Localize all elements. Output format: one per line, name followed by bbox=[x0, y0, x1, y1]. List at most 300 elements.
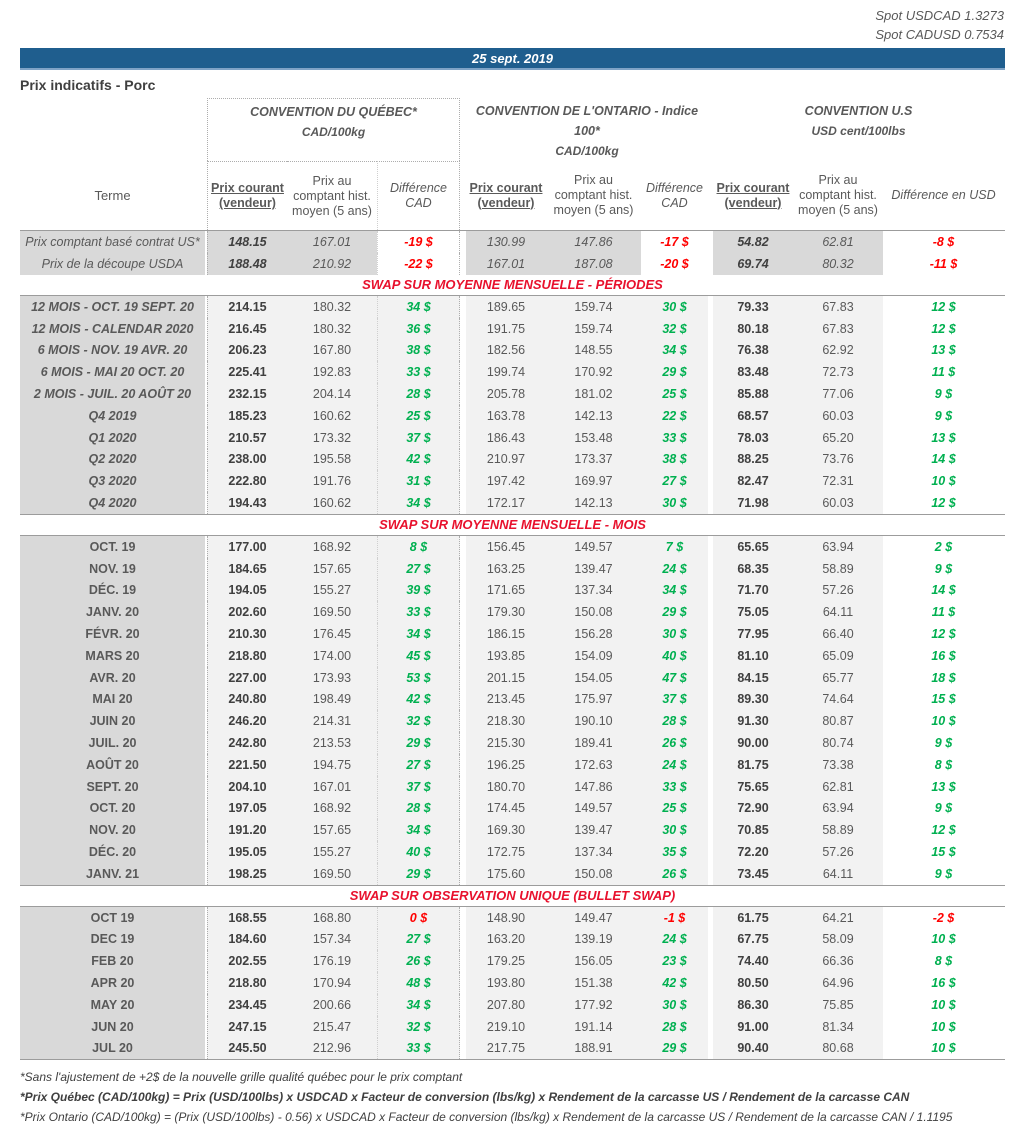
price-cell: 58.09 bbox=[793, 929, 883, 951]
price-cell: 157.34 bbox=[287, 929, 377, 951]
price-cell: 142.13 bbox=[546, 492, 641, 514]
price-cell: 168.92 bbox=[287, 798, 377, 820]
price-cell: 64.21 bbox=[793, 907, 883, 929]
price-cell: 187.08 bbox=[546, 253, 641, 275]
difference-cell: 32 $ bbox=[377, 710, 460, 732]
difference-cell: 16 $ bbox=[931, 976, 956, 990]
difference-cell: 7 $ bbox=[641, 536, 708, 558]
table-row bbox=[20, 667, 1005, 689]
difference-cell: 34 $ bbox=[377, 623, 460, 645]
footnote: *Sans l'ajustement de +2$ de la nouvelle grille qualité québec pour le prix comptant bbox=[20, 1070, 463, 1085]
price-cell: 213.45 bbox=[466, 689, 546, 711]
price-cell: 213.53 bbox=[287, 732, 377, 754]
difference-cell: -11 $ bbox=[929, 257, 958, 271]
price-cell: 160.62 bbox=[287, 492, 377, 514]
col-header-prix-courant: Prix courant (vendeur) bbox=[207, 161, 287, 230]
difference-cell: 13 $ bbox=[931, 779, 956, 794]
difference-cell: 40 $ bbox=[377, 841, 460, 863]
difference-cell: 33 $ bbox=[377, 1038, 460, 1060]
price-cell: 60.03 bbox=[793, 405, 883, 427]
table-row bbox=[20, 318, 1005, 340]
price-cell: 210.97 bbox=[466, 449, 546, 471]
price-cell: 139.47 bbox=[546, 558, 641, 580]
price-cell: 168.55 bbox=[207, 907, 287, 929]
price-cell: 218.30 bbox=[466, 710, 546, 732]
price-cell: 170.92 bbox=[546, 361, 641, 383]
group-unit: CAD/100kg bbox=[555, 144, 619, 158]
difference-cell: 29 $ bbox=[641, 601, 708, 623]
difference-cell: 30 $ bbox=[641, 492, 708, 514]
difference-cell: 28 $ bbox=[377, 798, 460, 820]
swap-section-rows bbox=[20, 906, 1005, 1061]
row-term: Q3 2020 bbox=[20, 470, 205, 492]
difference-cell: 34 $ bbox=[377, 492, 460, 514]
price-cell: 54.82 bbox=[713, 231, 793, 253]
price-cell: 172.75 bbox=[466, 841, 546, 863]
price-cell: 150.08 bbox=[546, 863, 641, 885]
price-cell: 222.80 bbox=[207, 470, 287, 492]
price-cell: 62.92 bbox=[793, 340, 883, 362]
price-cell: 179.25 bbox=[466, 950, 546, 972]
price-cell: 204.14 bbox=[287, 383, 377, 405]
table-row bbox=[20, 536, 1005, 558]
row-term: OCT. 20 bbox=[20, 798, 205, 820]
price-cell: 73.45 bbox=[713, 863, 793, 885]
price-cell: 63.94 bbox=[793, 798, 883, 820]
difference-cell: 32 $ bbox=[641, 318, 708, 340]
difference-cell: 10 $ bbox=[931, 714, 956, 729]
price-cell: 65.20 bbox=[793, 427, 883, 449]
price-cell: 172.17 bbox=[466, 492, 546, 514]
row-term: MARS 20 bbox=[20, 645, 205, 667]
difference-cell: 15 $ bbox=[931, 692, 956, 707]
spot-price-rows bbox=[20, 231, 1005, 275]
row-term: 6 MOIS - MAI 20 OCT. 20 bbox=[20, 361, 205, 383]
price-cell: 61.75 bbox=[713, 907, 793, 929]
price-cell: 196.25 bbox=[466, 754, 546, 776]
price-cell: 192.83 bbox=[287, 361, 377, 383]
price-cell: 80.74 bbox=[793, 732, 883, 754]
price-cell: 71.70 bbox=[713, 580, 793, 602]
price-cell: 210.92 bbox=[287, 253, 377, 275]
difference-cell: 24 $ bbox=[641, 558, 708, 580]
price-cell: 147.86 bbox=[546, 776, 641, 798]
price-cell: 193.85 bbox=[466, 645, 546, 667]
row-term: DÉC. 20 bbox=[20, 841, 205, 863]
price-cell: 191.75 bbox=[466, 318, 546, 340]
difference-cell: 2 $ bbox=[934, 539, 953, 554]
table-row bbox=[20, 558, 1005, 580]
price-cell: 90.00 bbox=[713, 732, 793, 754]
price-cell: 186.43 bbox=[466, 427, 546, 449]
price-cell: 71.98 bbox=[713, 492, 793, 514]
price-cell: 67.75 bbox=[713, 929, 793, 951]
price-cell: 78.03 bbox=[713, 427, 793, 449]
price-cell: 189.65 bbox=[466, 296, 546, 318]
price-cell: 76.38 bbox=[713, 340, 793, 362]
difference-cell: 30 $ bbox=[641, 994, 708, 1016]
price-cell: 194.05 bbox=[207, 580, 287, 602]
difference-cell: 26 $ bbox=[641, 732, 708, 754]
price-cell: 169.30 bbox=[466, 819, 546, 841]
row-term: Prix de la découpe USDA bbox=[20, 253, 205, 275]
terme-header: Terme bbox=[94, 188, 131, 203]
row-term: Q1 2020 bbox=[20, 427, 205, 449]
price-cell: 153.48 bbox=[546, 427, 641, 449]
table-row bbox=[20, 819, 1005, 841]
price-cell: 155.27 bbox=[287, 841, 377, 863]
price-cell: 202.60 bbox=[207, 601, 287, 623]
price-cell: 190.10 bbox=[546, 710, 641, 732]
difference-cell: 0 $ bbox=[377, 907, 460, 929]
price-cell: 246.20 bbox=[207, 710, 287, 732]
price-cell: 142.13 bbox=[546, 405, 641, 427]
difference-cell: 31 $ bbox=[377, 470, 460, 492]
difference-cell: 27 $ bbox=[377, 754, 460, 776]
price-cell: 91.30 bbox=[713, 710, 793, 732]
price-cell: 151.38 bbox=[546, 972, 641, 994]
price-cell: 80.32 bbox=[793, 253, 883, 275]
table-row bbox=[20, 1038, 1005, 1060]
price-cell: 60.03 bbox=[793, 492, 883, 514]
date-banner bbox=[20, 48, 1005, 70]
difference-cell: 15 $ bbox=[931, 845, 956, 860]
difference-cell: 11 $ bbox=[931, 605, 956, 620]
group-unit: CAD/100kg bbox=[301, 125, 366, 139]
difference-cell: 29 $ bbox=[641, 1038, 708, 1060]
difference-cell: 30 $ bbox=[641, 296, 708, 318]
difference-cell: 10 $ bbox=[931, 932, 956, 947]
price-cell: 212.96 bbox=[287, 1038, 377, 1060]
price-cell: 57.26 bbox=[793, 580, 883, 602]
difference-cell: 28 $ bbox=[641, 710, 708, 732]
price-cell: 159.74 bbox=[546, 318, 641, 340]
price-cell: 73.76 bbox=[793, 449, 883, 471]
price-cell: 191.20 bbox=[207, 819, 287, 841]
group-title: CONVENTION DE L'ONTARIO - Indice 100* bbox=[475, 104, 699, 138]
price-cell: 207.80 bbox=[466, 994, 546, 1016]
difference-cell: 40 $ bbox=[641, 645, 708, 667]
table-row bbox=[20, 907, 1005, 929]
price-cell: 191.76 bbox=[287, 470, 377, 492]
price-cell: 232.15 bbox=[207, 383, 287, 405]
table-row bbox=[20, 863, 1005, 885]
price-cell: 80.87 bbox=[793, 710, 883, 732]
table-header-columns bbox=[20, 161, 1005, 231]
price-cell: 174.45 bbox=[466, 798, 546, 820]
table-row bbox=[20, 776, 1005, 798]
price-cell: 72.90 bbox=[713, 798, 793, 820]
price-cell: 58.89 bbox=[793, 819, 883, 841]
difference-cell: 30 $ bbox=[641, 623, 708, 645]
row-term: JUIN 20 bbox=[20, 710, 205, 732]
table-row bbox=[20, 231, 1005, 253]
price-cell: 238.00 bbox=[207, 449, 287, 471]
price-cell: 68.57 bbox=[713, 405, 793, 427]
price-cell: 205.78 bbox=[466, 383, 546, 405]
row-term: Q4 2020 bbox=[20, 492, 205, 514]
difference-cell: 34 $ bbox=[377, 819, 460, 841]
difference-cell: 9 $ bbox=[934, 408, 953, 423]
price-cell: 79.33 bbox=[713, 296, 793, 318]
difference-cell: 26 $ bbox=[641, 863, 708, 885]
price-cell: 167.01 bbox=[287, 231, 377, 253]
price-cell: 245.50 bbox=[207, 1038, 287, 1060]
price-cell: 81.10 bbox=[713, 645, 793, 667]
table-row bbox=[20, 732, 1005, 754]
price-cell: 58.89 bbox=[793, 558, 883, 580]
price-cell: 88.25 bbox=[713, 449, 793, 471]
row-term: JANV. 20 bbox=[20, 601, 205, 623]
row-term: NOV. 20 bbox=[20, 819, 205, 841]
row-term: 6 MOIS - NOV. 19 AVR. 20 bbox=[20, 340, 205, 362]
section-title: SWAP SUR MOYENNE MENSUELLE - MOIS bbox=[379, 516, 646, 532]
table-row bbox=[20, 253, 1005, 275]
difference-cell: 29 $ bbox=[377, 863, 460, 885]
price-cell: 65.09 bbox=[793, 645, 883, 667]
difference-cell: 34 $ bbox=[377, 296, 460, 318]
price-cell: 81.34 bbox=[793, 1016, 883, 1038]
table-row bbox=[20, 754, 1005, 776]
price-cell: 80.68 bbox=[793, 1038, 883, 1060]
difference-cell: -22 $ bbox=[377, 253, 460, 275]
price-cell: 218.80 bbox=[207, 645, 287, 667]
price-cell: 186.15 bbox=[466, 623, 546, 645]
price-cell: 176.45 bbox=[287, 623, 377, 645]
group-title: CONVENTION DU QUÉBEC* bbox=[250, 105, 417, 119]
table-row bbox=[20, 798, 1005, 820]
difference-cell: 48 $ bbox=[377, 972, 460, 994]
price-cell: 65.65 bbox=[713, 536, 793, 558]
row-term: JANV. 21 bbox=[20, 863, 205, 885]
price-cell: 214.15 bbox=[207, 296, 287, 318]
col-header-prix-courant: Prix courant (vendeur) bbox=[469, 180, 543, 210]
price-cell: 160.62 bbox=[287, 405, 377, 427]
difference-cell: 27 $ bbox=[377, 929, 460, 951]
table-header-groups bbox=[20, 98, 1005, 161]
price-cell: 215.47 bbox=[287, 1016, 377, 1038]
difference-cell: 34 $ bbox=[641, 580, 708, 602]
difference-cell: 10 $ bbox=[931, 474, 956, 489]
swap-section-rows bbox=[20, 535, 1005, 886]
difference-cell: 29 $ bbox=[641, 361, 708, 383]
difference-cell: 34 $ bbox=[377, 994, 460, 1016]
price-cell: 198.25 bbox=[207, 863, 287, 885]
table-row bbox=[20, 470, 1005, 492]
difference-cell: 28 $ bbox=[641, 1016, 708, 1038]
price-cell: 137.34 bbox=[546, 580, 641, 602]
price-cell: 177.00 bbox=[207, 536, 287, 558]
footnote: *Prix Ontario (CAD/100kg) = (Prix (USD/100lbs) - 0.56) x USDCAD x Facteur de conversion (lbs/kg) x Rendement de la carcasse US / Rendement de la carcasse CAN / 1.1195 bbox=[20, 1110, 953, 1125]
difference-cell: 9 $ bbox=[934, 736, 953, 751]
difference-cell: 23 $ bbox=[641, 950, 708, 972]
difference-cell: 12 $ bbox=[931, 299, 956, 314]
price-cell: 180.70 bbox=[466, 776, 546, 798]
price-cell: 168.92 bbox=[287, 536, 377, 558]
price-cell: 72.73 bbox=[793, 361, 883, 383]
price-cell: 86.30 bbox=[713, 994, 793, 1016]
difference-cell: 8 $ bbox=[934, 954, 953, 969]
price-cell: 195.05 bbox=[207, 841, 287, 863]
table-row bbox=[20, 994, 1005, 1016]
difference-cell: 10 $ bbox=[931, 1041, 956, 1056]
price-cell: 184.65 bbox=[207, 558, 287, 580]
table-row bbox=[20, 340, 1005, 362]
difference-cell: 33 $ bbox=[641, 427, 708, 449]
page-title: Prix indicatifs - Porc bbox=[20, 77, 156, 93]
price-cell: 201.15 bbox=[466, 667, 546, 689]
col-header-difference: Différence CAD bbox=[377, 161, 460, 230]
row-term: APR 20 bbox=[20, 972, 205, 994]
price-cell: 240.80 bbox=[207, 689, 287, 711]
price-cell: 202.55 bbox=[207, 950, 287, 972]
difference-cell: 11 $ bbox=[931, 365, 956, 380]
price-cell: 67.83 bbox=[793, 296, 883, 318]
difference-cell: 28 $ bbox=[377, 383, 460, 405]
price-cell: 157.65 bbox=[287, 819, 377, 841]
table-row bbox=[20, 645, 1005, 667]
price-cell: 184.60 bbox=[207, 929, 287, 951]
difference-cell: -19 $ bbox=[377, 231, 460, 253]
row-term: OCT. 19 bbox=[20, 536, 205, 558]
price-cell: 159.74 bbox=[546, 296, 641, 318]
price-cell: 72.20 bbox=[713, 841, 793, 863]
price-cell: 247.15 bbox=[207, 1016, 287, 1038]
difference-cell: 47 $ bbox=[641, 667, 708, 689]
price-cell: 221.50 bbox=[207, 754, 287, 776]
price-cell: 72.31 bbox=[793, 470, 883, 492]
group-title: CONVENTION U.S bbox=[804, 104, 913, 118]
difference-cell: 25 $ bbox=[641, 383, 708, 405]
difference-cell: 12 $ bbox=[931, 321, 956, 336]
row-term: DÉC. 19 bbox=[20, 580, 205, 602]
price-cell: 77.06 bbox=[793, 383, 883, 405]
price-cell: 70.85 bbox=[713, 819, 793, 841]
price-cell: 197.05 bbox=[207, 798, 287, 820]
price-cell: 217.75 bbox=[466, 1038, 546, 1060]
price-cell: 75.65 bbox=[713, 776, 793, 798]
difference-cell: 37 $ bbox=[377, 427, 460, 449]
price-cell: 77.95 bbox=[713, 623, 793, 645]
difference-cell: 14 $ bbox=[931, 583, 956, 598]
row-term: SEPT. 20 bbox=[20, 776, 205, 798]
table-row bbox=[20, 296, 1005, 318]
price-cell: 171.65 bbox=[466, 580, 546, 602]
difference-cell: -8 $ bbox=[932, 235, 955, 249]
price-cell: 74.40 bbox=[713, 950, 793, 972]
row-term: AVR. 20 bbox=[20, 667, 205, 689]
difference-cell: 37 $ bbox=[641, 689, 708, 711]
price-cell: 84.15 bbox=[713, 667, 793, 689]
difference-cell: 9 $ bbox=[934, 387, 953, 402]
footnotes bbox=[20, 1060, 1005, 1127]
difference-cell: -2 $ bbox=[932, 910, 955, 925]
group-header-quebec bbox=[207, 98, 460, 161]
difference-cell: 53 $ bbox=[377, 667, 460, 689]
price-cell: 173.32 bbox=[287, 427, 377, 449]
difference-cell: 27 $ bbox=[641, 470, 708, 492]
difference-cell: 32 $ bbox=[377, 1016, 460, 1038]
price-cell: 210.30 bbox=[207, 623, 287, 645]
difference-cell: 24 $ bbox=[641, 929, 708, 951]
price-cell: 200.66 bbox=[287, 994, 377, 1016]
price-cell: 90.40 bbox=[713, 1038, 793, 1060]
row-term: 12 MOIS - OCT. 19 SEPT. 20 bbox=[20, 296, 205, 318]
section-title: SWAP SUR OBSERVATION UNIQUE (BULLET SWAP) bbox=[349, 887, 676, 903]
table-row bbox=[20, 405, 1005, 427]
difference-cell: 42 $ bbox=[377, 449, 460, 471]
price-cell: 173.93 bbox=[287, 667, 377, 689]
price-cell: 139.47 bbox=[546, 819, 641, 841]
difference-cell: 8 $ bbox=[377, 536, 460, 558]
difference-cell: 24 $ bbox=[641, 754, 708, 776]
col-header-prix-comptant: Prix au comptant hist. moyen (5 ans) bbox=[287, 161, 377, 230]
row-term: Prix comptant basé contrat US* bbox=[20, 231, 205, 253]
table-row bbox=[20, 427, 1005, 449]
price-cell: 234.45 bbox=[207, 994, 287, 1016]
difference-cell: 33 $ bbox=[377, 601, 460, 623]
price-cell: 147.86 bbox=[546, 231, 641, 253]
price-cell: 83.48 bbox=[713, 361, 793, 383]
price-cell: 73.38 bbox=[793, 754, 883, 776]
price-cell: 150.08 bbox=[546, 601, 641, 623]
price-cell: 195.58 bbox=[287, 449, 377, 471]
price-cell: 185.23 bbox=[207, 405, 287, 427]
difference-cell: 35 $ bbox=[641, 841, 708, 863]
price-cell: 206.23 bbox=[207, 340, 287, 362]
price-cell: 199.74 bbox=[466, 361, 546, 383]
difference-cell: 38 $ bbox=[377, 340, 460, 362]
price-cell: 75.85 bbox=[793, 994, 883, 1016]
difference-cell: -1 $ bbox=[641, 907, 708, 929]
price-cell: 173.37 bbox=[546, 449, 641, 471]
difference-cell: 10 $ bbox=[931, 997, 956, 1012]
price-cell: 62.81 bbox=[793, 776, 883, 798]
price-cell: 89.30 bbox=[713, 689, 793, 711]
table-row bbox=[20, 929, 1005, 951]
row-term: FÉVR. 20 bbox=[20, 623, 205, 645]
price-cell: 156.45 bbox=[466, 536, 546, 558]
row-term: FEB 20 bbox=[20, 950, 205, 972]
price-cell: 172.63 bbox=[546, 754, 641, 776]
price-cell: 167.80 bbox=[287, 340, 377, 362]
price-cell: 219.10 bbox=[466, 1016, 546, 1038]
difference-cell: 13 $ bbox=[931, 430, 956, 445]
price-cell: 156.28 bbox=[546, 623, 641, 645]
spot-cadusd: Spot CADUSD 0.7534 bbox=[875, 27, 1004, 42]
row-term: DEC 19 bbox=[20, 929, 205, 951]
swap-sections bbox=[20, 275, 1005, 1060]
table-row bbox=[20, 950, 1005, 972]
price-cell: 154.09 bbox=[546, 645, 641, 667]
difference-cell: 45 $ bbox=[377, 645, 460, 667]
price-cell: 149.57 bbox=[546, 536, 641, 558]
price-cell: 198.49 bbox=[287, 689, 377, 711]
swap-section-rows bbox=[20, 295, 1005, 515]
table-row bbox=[20, 492, 1005, 514]
difference-cell: 9 $ bbox=[934, 561, 953, 576]
difference-cell: 37 $ bbox=[377, 776, 460, 798]
difference-cell: -20 $ bbox=[660, 257, 689, 271]
difference-cell: 12 $ bbox=[931, 496, 956, 511]
price-cell: 242.80 bbox=[207, 732, 287, 754]
price-cell: 66.40 bbox=[793, 623, 883, 645]
price-cell: 91.00 bbox=[713, 1016, 793, 1038]
price-cell: 64.96 bbox=[793, 972, 883, 994]
price-cell: 188.91 bbox=[546, 1038, 641, 1060]
row-term: NOV. 19 bbox=[20, 558, 205, 580]
difference-cell: 14 $ bbox=[931, 452, 956, 467]
